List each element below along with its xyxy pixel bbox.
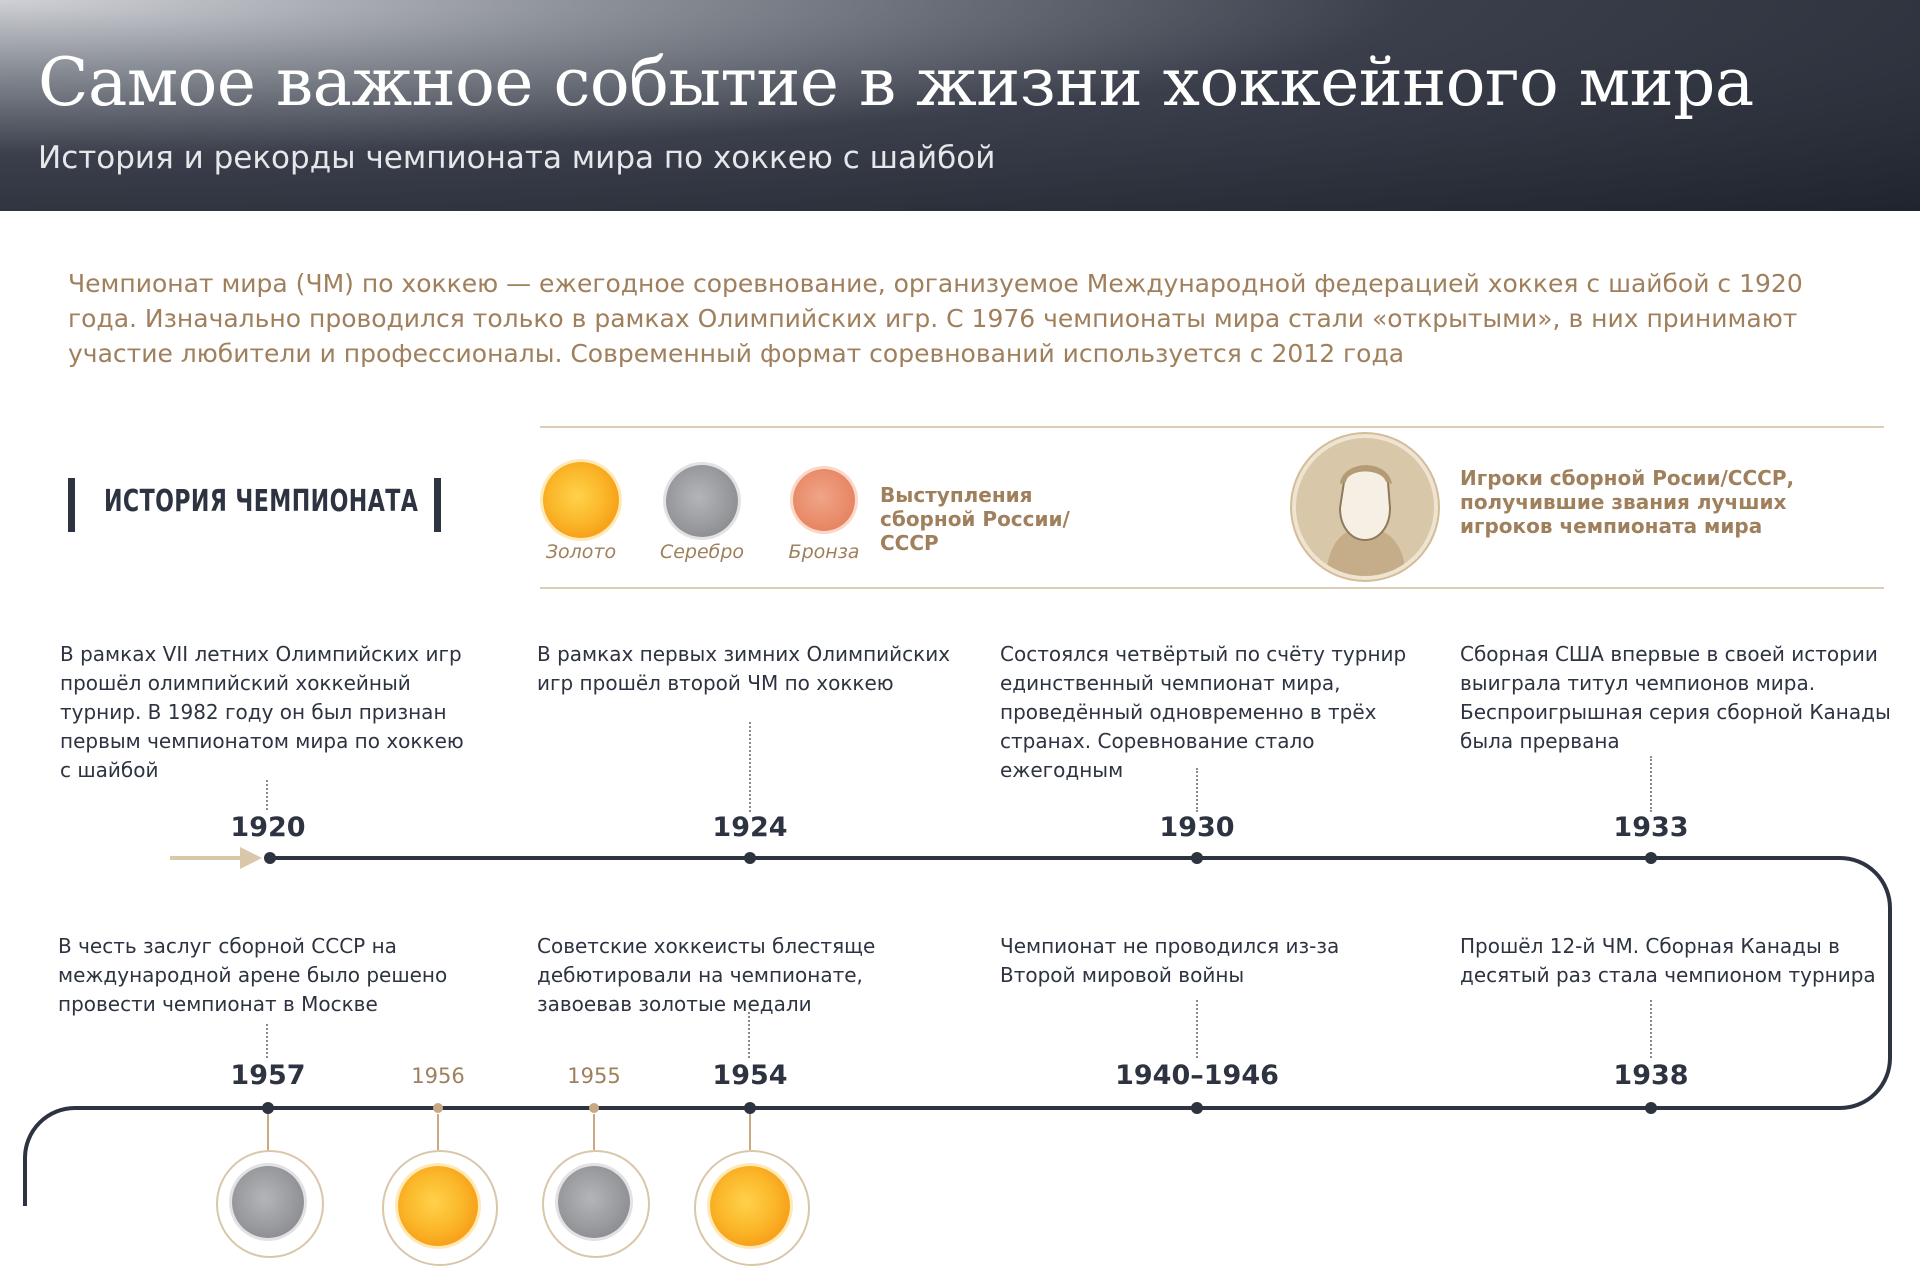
leader-1933 — [1650, 756, 1652, 812]
leader-1957 — [266, 1024, 268, 1058]
event-text-1940-1946: Чемпионат не проводился из-за Второй мировой войны — [1000, 934, 1340, 987]
dot-1933 — [1645, 852, 1657, 864]
gold-medal-icon — [710, 1166, 790, 1246]
leader-1940-1946 — [1196, 1000, 1198, 1058]
page-title: Самое важное событие в жизни хоккейного мира — [38, 44, 1754, 121]
year-1940-1946: 1940–1946 — [1115, 1060, 1279, 1091]
leader-1930 — [1196, 768, 1198, 812]
year-1930: 1930 — [1159, 812, 1235, 843]
event-text-1933: Сборная США впервые в своей истории выиграла титул чемпионов мира. Беспроигрышная серия сборной Канады была прервана — [1460, 642, 1891, 753]
stem-1955 — [593, 1114, 595, 1150]
page-subtitle: История и рекорды чемпионата мира по хоккею с шайбой — [38, 140, 996, 176]
dot-1957 — [262, 1102, 274, 1114]
dot-1955 — [589, 1103, 599, 1113]
legend-gold-label: Золото — [545, 541, 617, 563]
stem-1954 — [749, 1114, 751, 1150]
section-title: ИСТОРИЯ ЧЕМПИОНАТА — [104, 484, 419, 519]
dot-1956 — [433, 1103, 443, 1113]
year-1924: 1924 — [712, 812, 788, 843]
leader-1954 — [748, 1012, 750, 1058]
timeline-start-arrow-head — [240, 847, 262, 869]
year-1938: 1938 — [1613, 1060, 1689, 1091]
stem-1956 — [437, 1114, 439, 1150]
year-1957: 1957 — [230, 1060, 306, 1091]
dot-1938 — [1645, 1102, 1657, 1114]
event-text-1938: Прошёл 12-й ЧМ. Сборная Канады в десятый раз стала чемпионом турнира — [1460, 934, 1876, 987]
intro-paragraph: Чемпионат мира (ЧМ) по хоккею — ежегодное соревнование, организуемое Международной федерацией хоккея с шайбой с 1920 года. Изначально проводился только в рамках Олимпийских игр. С 1976 чемпионаты мира стали «открытыми», в них принимают участие любители и профессионалы. Современный формат соревнований используется с 2012 года — [68, 269, 1803, 368]
stem-1957 — [267, 1114, 269, 1150]
dot-1940-1946 — [1191, 1102, 1203, 1114]
dot-1930 — [1191, 852, 1203, 864]
gold-medal-icon — [398, 1166, 478, 1246]
year-1954: 1954 — [712, 1060, 788, 1091]
event-text-1954: Советские хоккеисты блестяще дебютировали на чемпионате, завоевав золотые медали — [537, 934, 876, 1016]
year-1933: 1933 — [1613, 812, 1689, 843]
year-1956: 1956 — [411, 1064, 465, 1088]
timeline-left-turn — [25, 1108, 75, 1206]
silver-medal-icon — [558, 1166, 630, 1238]
legend-silver-label: Серебро — [659, 541, 745, 563]
year-1920: 1920 — [230, 812, 306, 843]
leader-1920 — [266, 780, 268, 810]
year-1955: 1955 — [567, 1064, 621, 1088]
event-text-1930: Состоялся четвёртый по счёту турнир единственный чемпионат мира, проведённый одновременно в трёх странах. Соревнование стало ежегодным — [1000, 642, 1407, 782]
legend-players-caption: Игроки сборной Росии/СССР, получившие звания лучших игроков чемпионата мира — [1460, 466, 1795, 538]
event-text-1920: В рамках VII летних Олимпийских игр прошёл олимпийский хоккейный турнир. В 1982 году он был признан первым чемпионатом мира по хоккею с шайбой — [60, 642, 464, 782]
leader-1938 — [1650, 1000, 1652, 1058]
legend-bronze-label: Бронза — [788, 541, 860, 563]
dot-1954 — [744, 1102, 756, 1114]
legend-medals-caption: Выступления сборной России/СССР — [880, 483, 1070, 555]
dot-1920 — [264, 852, 276, 864]
event-text-1924: В рамках первых зимних Олимпийских игр прошёл второй ЧМ по хоккею — [537, 642, 951, 695]
event-text-1957: В честь заслуг сборной СССР на международной арене было решено провести чемпионат в Москве — [58, 934, 448, 1016]
leader-1924 — [749, 722, 751, 812]
dot-1924 — [744, 852, 756, 864]
silver-medal-icon — [232, 1166, 304, 1238]
